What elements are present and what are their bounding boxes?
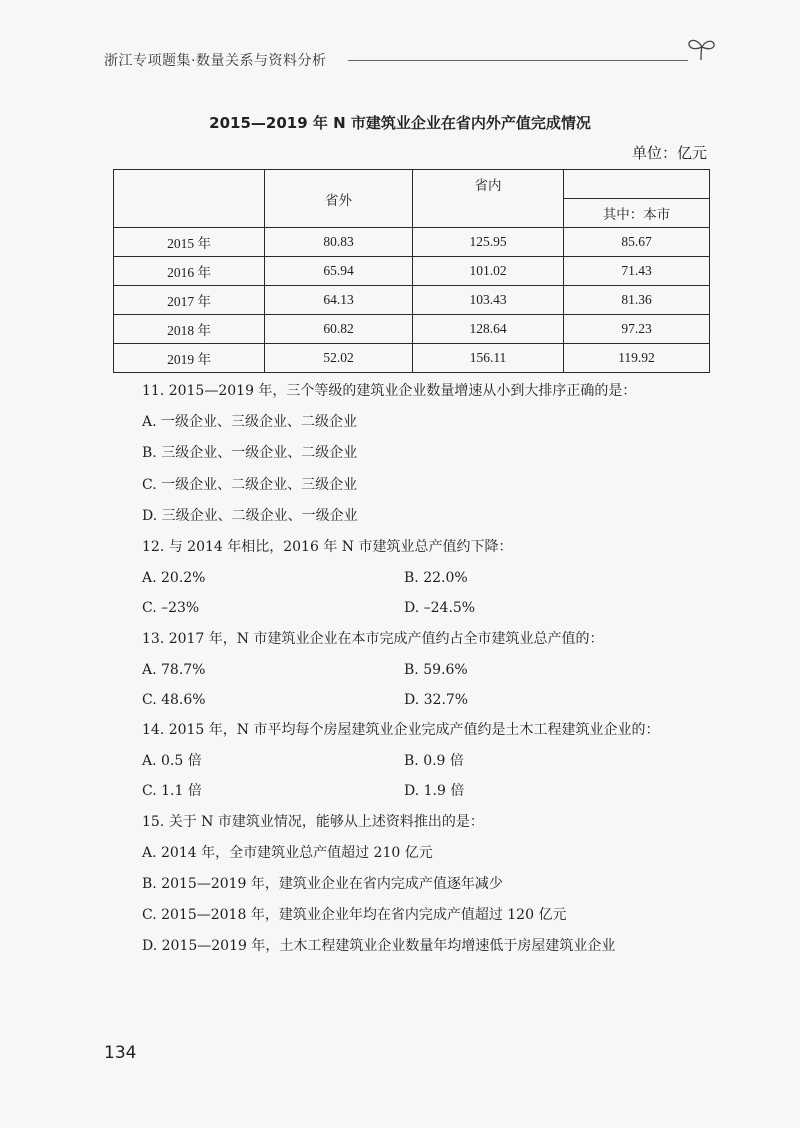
- data-table: [113, 169, 710, 373]
- table-row: [114, 257, 710, 286]
- local-cell: 71.43: [564, 257, 710, 286]
- inside-cell: 128.64: [413, 315, 564, 344]
- table-row: [114, 228, 710, 257]
- question-12-option-c: C. –23%: [142, 600, 200, 617]
- local-cell: 119.92: [564, 344, 710, 373]
- question-11-option-a: A. 一级企业、三级企业、二级企业: [142, 414, 358, 431]
- question-13-option-d: D. 32.7%: [404, 691, 469, 708]
- local-cell: 81.36: [564, 286, 710, 315]
- question-13-stem: 13. 2017 年，N 市建筑业企业在本市完成产值约占全市建筑业总产值的：: [142, 630, 604, 647]
- question-15-stem: 15. 关于 N 市建筑业情况，能够从上述资料推出的是：: [142, 813, 484, 830]
- local-cell: 97.23: [564, 315, 710, 344]
- question-12-options-row: [142, 593, 722, 623]
- question-12-option-d: D. –24.5%: [404, 600, 476, 617]
- inside-cell: 101.02: [413, 257, 564, 286]
- page-number: 134: [104, 1043, 137, 1063]
- question-14-stem: 14. 2015 年，N 市平均每个房屋建筑业企业完成产值约是土木工程建筑业企业的：: [142, 722, 660, 739]
- question-13-option-b: B. 59.6%: [404, 661, 468, 678]
- year-cell: 2015 年: [114, 228, 265, 257]
- col-header-inside-pad: [564, 170, 710, 199]
- year-cell: 2017 年: [114, 286, 265, 315]
- col-header-inside: 省内: [413, 170, 564, 199]
- question-11-option-b: B. 三级企业、一级企业、二级企业: [142, 445, 358, 462]
- question-12-option-b: B. 22.0%: [404, 570, 468, 587]
- question-14-option-b: B. 0.9 倍: [404, 753, 464, 770]
- col-header-outside: 省外: [265, 170, 413, 228]
- sprout-icon: [685, 36, 719, 62]
- question-12-options-row: [142, 563, 722, 593]
- col-header-inside-lower: [413, 199, 564, 228]
- col-header-local: 其中：本市: [564, 199, 710, 228]
- outside-cell: 60.82: [265, 315, 413, 344]
- table-title: 2015—2019 年 N 市建筑业企业在省内外产值完成情况: [209, 114, 591, 132]
- question-13-options-row: [142, 655, 722, 685]
- outside-cell: 80.83: [265, 228, 413, 257]
- question-12-stem: 12. 与 2014 年相比，2016 年 N 市建筑业总产值约下降：: [142, 538, 513, 555]
- outside-cell: 65.94: [265, 257, 413, 286]
- question-block: [142, 376, 722, 963]
- corner-cell: [114, 170, 265, 228]
- question-13-option-c: C. 48.6%: [142, 691, 206, 708]
- question-11-stem: 11. 2015—2019 年，三个等级的建筑业企业数量增速从小到大排序正确的是：: [142, 383, 637, 399]
- outside-cell: 64.13: [265, 286, 413, 315]
- running-header: 浙江专项题集·数量关系与资料分析: [104, 53, 327, 69]
- inside-cell: 103.43: [413, 286, 564, 315]
- local-cell: 85.67: [564, 228, 710, 257]
- outside-cell: 52.02: [265, 344, 413, 373]
- question-14-option-c: C. 1.1 倍: [142, 783, 202, 800]
- inside-cell: 125.95: [413, 228, 564, 257]
- table-row: [114, 315, 710, 344]
- year-cell: 2019 年: [114, 344, 265, 373]
- table-row: [114, 286, 710, 315]
- question-12-option-a: A. 20.2%: [142, 570, 206, 587]
- inside-cell: 156.11: [413, 344, 564, 373]
- question-14-option-d: D. 1.9 倍: [404, 783, 465, 800]
- header-rule: [348, 60, 688, 61]
- question-15-option-b: B. 2015—2019 年，建筑业企业在省内完成产值逐年减少: [142, 876, 503, 892]
- question-14-option-a: A. 0.5 倍: [142, 753, 202, 770]
- question-14-options-row: [142, 746, 722, 776]
- question-13-option-a: A. 78.7%: [142, 661, 206, 678]
- question-11-option-c: C. 一级企业、二级企业、三级企业: [142, 476, 358, 493]
- question-15-option-d: D. 2015—2019 年，土木工程建筑业企业数量年均增速低于房屋建筑业企业: [142, 938, 616, 955]
- table-row: [114, 344, 710, 373]
- question-11-option-d: D. 三级企业、二级企业、一级企业: [142, 507, 358, 524]
- table-unit: 单位：亿元: [631, 144, 707, 162]
- question-15-option-a: A. 2014 年，全市建筑业总产值超过 210 亿元: [142, 844, 433, 861]
- question-15-option-c: C. 2015—2018 年，建筑业企业年均在省内完成产值超过 120 亿元: [142, 907, 567, 924]
- question-13-options-row: [142, 685, 722, 715]
- question-14-options-row: [142, 776, 722, 806]
- year-cell: 2016 年: [114, 257, 265, 286]
- year-cell: 2018 年: [114, 315, 265, 344]
